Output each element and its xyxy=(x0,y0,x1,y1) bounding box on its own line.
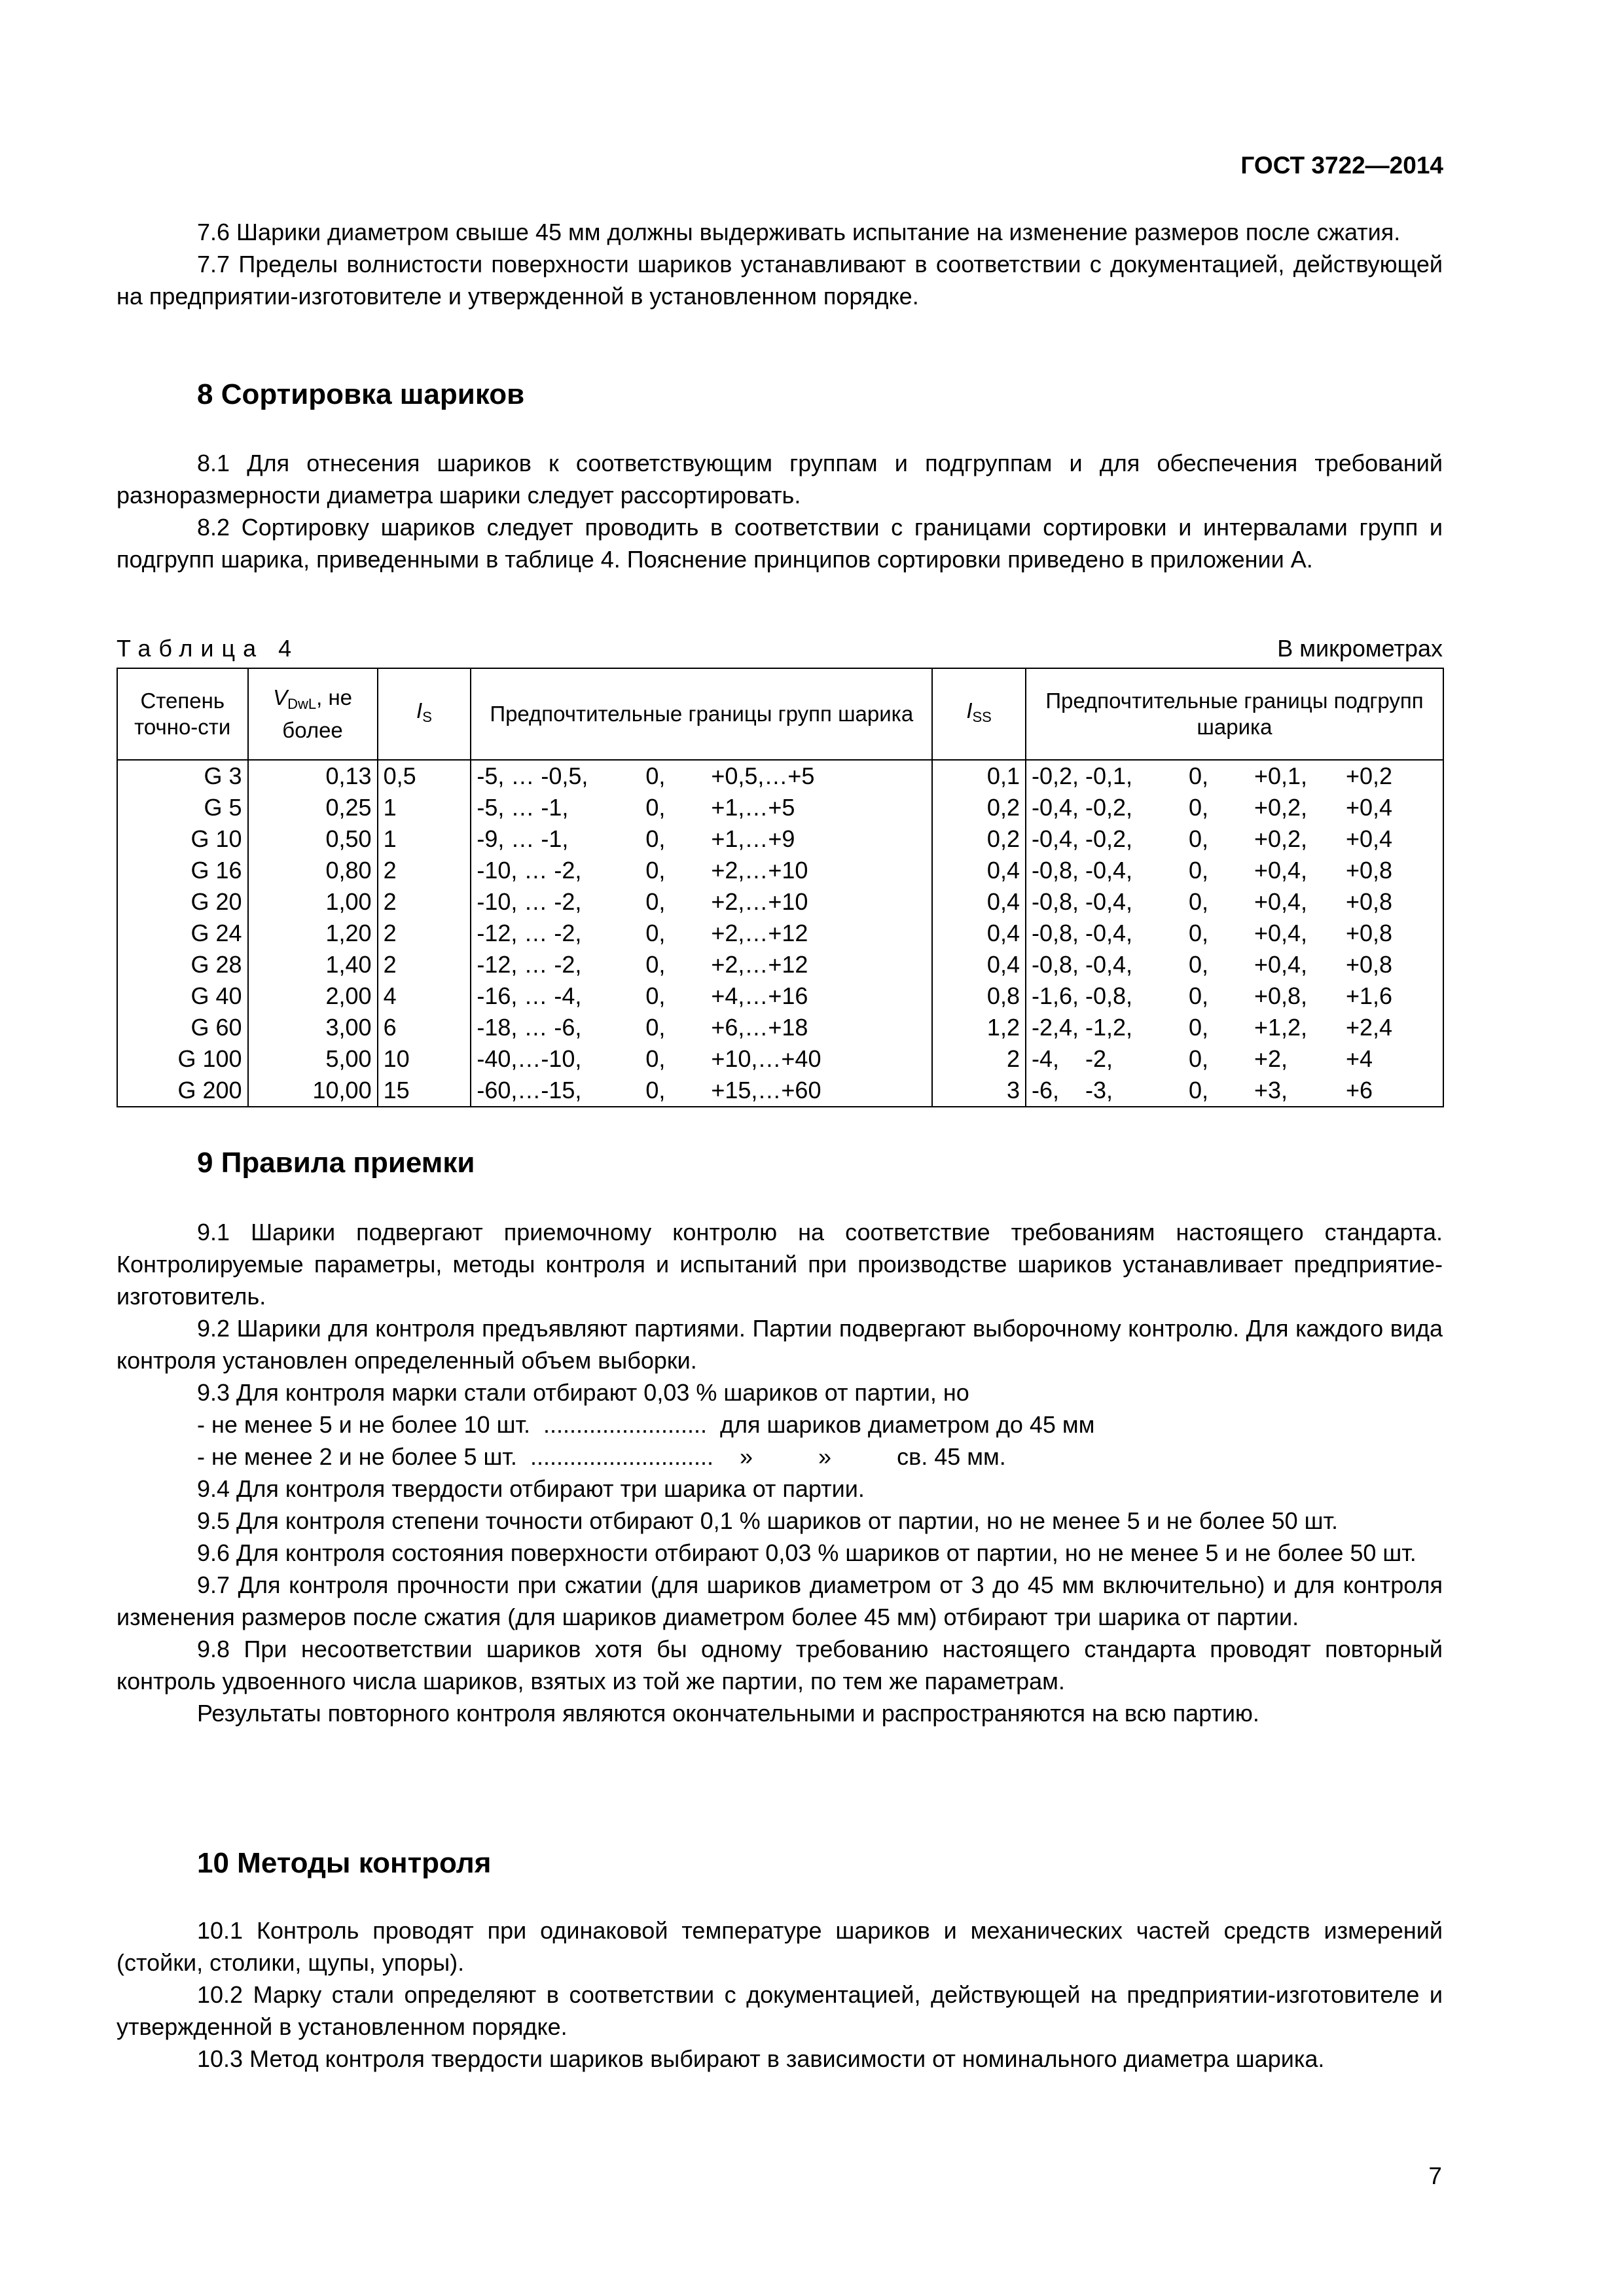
cell-iss: 0,4 xyxy=(932,918,1026,949)
cell-is: 1 xyxy=(378,823,471,855)
cell-grade: G 10 xyxy=(117,823,248,855)
table-row xyxy=(117,949,1443,980)
cell-groups xyxy=(471,1043,932,1075)
table-row xyxy=(117,823,1443,855)
sorting-table xyxy=(117,668,1444,1107)
subgroup-lower: -6, -3, xyxy=(1031,1077,1113,1103)
cell-iss: 0,4 xyxy=(932,855,1026,886)
subgroup-upper-2: +4 xyxy=(1345,1045,1373,1072)
group-zero: 0, xyxy=(645,762,666,789)
cell-grade: G 16 xyxy=(117,855,248,886)
cell-iss: 0,4 xyxy=(932,949,1026,980)
subgroup-lower: -0,8, -0,4, xyxy=(1031,888,1133,915)
cell-groups xyxy=(471,949,932,980)
group-lower: -18, … -6, xyxy=(477,1014,582,1041)
subgroup-lower: -0,8, -0,4, xyxy=(1031,857,1133,884)
group-lower: -16, … -4, xyxy=(477,982,582,1009)
subgroup-upper-2: +0,4 xyxy=(1345,825,1393,852)
section-9-text xyxy=(117,1216,1443,1729)
group-zero: 0, xyxy=(645,888,666,915)
cell-vdwl: 3,00 xyxy=(248,1012,378,1043)
cell-is: 2 xyxy=(378,855,471,886)
cell-iss: 0,2 xyxy=(932,792,1026,823)
cell-vdwl: 1,20 xyxy=(248,918,378,949)
cell-subgroups xyxy=(1026,855,1443,886)
paragraph-9-1: 9.1 Шарики подвергают приемочному контролю на соответствие требованиям настоящего стандарта. Контролируемые параметры, методы контроля и испытаний при производстве шариков устанавливает предприятие-изготовитель. xyxy=(117,1219,1443,1310)
cell-iss: 0,1 xyxy=(932,760,1026,792)
cell-vdwl: 1,40 xyxy=(248,949,378,980)
cell-is: 2 xyxy=(378,949,471,980)
cell-grade: G 28 xyxy=(117,949,248,980)
table-units: В микрометрах xyxy=(1277,635,1443,662)
cell-groups xyxy=(471,855,932,886)
subgroup-zero: 0, xyxy=(1188,794,1208,821)
subgroup-upper-1: +1,2, xyxy=(1254,1014,1308,1041)
group-upper: +4,…+16 xyxy=(711,982,808,1009)
subgroup-upper-2: +0,8 xyxy=(1345,951,1393,978)
group-upper: +15,…+60 xyxy=(711,1077,821,1103)
table-header-row xyxy=(117,668,1443,760)
subgroup-upper-1: +0,4, xyxy=(1254,920,1308,946)
paragraph-9-8-result: Результаты повторного контроля являются окончательными и распространяются на всю партию. xyxy=(197,1700,1259,1727)
group-upper: +6,…+18 xyxy=(711,1014,808,1041)
group-zero: 0, xyxy=(645,982,666,1009)
subgroup-zero: 0, xyxy=(1188,1077,1208,1103)
group-zero: 0, xyxy=(645,857,666,884)
cell-iss: 1,2 xyxy=(932,1012,1026,1043)
cell-grade: G 24 xyxy=(117,918,248,949)
cell-subgroups xyxy=(1026,949,1443,980)
cell-subgroups xyxy=(1026,1012,1443,1043)
cell-groups xyxy=(471,1012,932,1043)
paragraph-7-6: 7.6 Шарики диаметром свыше 45 мм должны выдерживать испытание на изменение размеров после сжатия. xyxy=(197,219,1401,245)
cell-vdwl: 2,00 xyxy=(248,980,378,1012)
cell-subgroups xyxy=(1026,1075,1443,1107)
paragraph-9-2: 9.2 Шарики для контроля предъявляют партиями. Партии подвергают выборочному контролю. Для каждого вида контроля установлен определенный объем выборки. xyxy=(117,1315,1443,1374)
table-caption-row xyxy=(117,635,1443,662)
group-zero: 0, xyxy=(645,825,666,852)
subgroup-zero: 0, xyxy=(1188,1014,1208,1041)
cell-is: 10 xyxy=(378,1043,471,1075)
group-zero: 0, xyxy=(645,951,666,978)
cell-subgroups xyxy=(1026,760,1443,792)
cell-vdwl: 5,00 xyxy=(248,1043,378,1075)
table-row xyxy=(117,1043,1443,1075)
paragraph-9-4: 9.4 Для контроля твердости отбирают три шарика от партии. xyxy=(197,1475,865,1502)
table-row xyxy=(117,918,1443,949)
header-grade: Степень точно-сти xyxy=(117,668,248,760)
subgroup-upper-2: +6 xyxy=(1345,1077,1373,1103)
cell-vdwl: 10,00 xyxy=(248,1075,378,1107)
group-lower: -5, … -0,5, xyxy=(477,762,588,789)
cell-groups xyxy=(471,823,932,855)
subgroup-upper-1: +0,2, xyxy=(1254,794,1308,821)
subgroup-zero: 0, xyxy=(1188,982,1208,1009)
table-row xyxy=(117,1012,1443,1043)
group-upper: +2,…+12 xyxy=(711,920,808,946)
cell-vdwl: 1,00 xyxy=(248,886,378,918)
cell-groups xyxy=(471,980,932,1012)
cell-is: 2 xyxy=(378,886,471,918)
cell-subgroups xyxy=(1026,1043,1443,1075)
paragraph-9-8: 9.8 При несоответствии шариков хотя бы одному требованию настоящего стандарта проводят повторный контроль удвоенного числа шариков, взятых из той же партии, по тем же параметрам. xyxy=(117,1636,1443,1695)
group-upper: +10,…+40 xyxy=(711,1045,821,1072)
table-row xyxy=(117,1075,1443,1107)
cell-grade: G 40 xyxy=(117,980,248,1012)
section-8-text xyxy=(117,447,1443,575)
subgroup-zero: 0, xyxy=(1188,1045,1208,1072)
group-lower: -10, … -2, xyxy=(477,857,582,884)
subgroup-lower: -0,4, -0,2, xyxy=(1031,794,1133,821)
group-upper: +2,…+10 xyxy=(711,857,808,884)
group-zero: 0, xyxy=(645,794,666,821)
subgroup-lower: -2,4, -1,2, xyxy=(1031,1014,1133,1041)
cell-groups xyxy=(471,792,932,823)
subgroup-lower: -0,8, -0,4, xyxy=(1031,920,1133,946)
cell-groups xyxy=(471,1075,932,1107)
group-lower: -10, … -2, xyxy=(477,888,582,915)
paragraph-9-7: 9.7 Для контроля прочности при сжатии (для шариков диаметром от 3 до 45 мм включительно) и для контроля изменения размеров после сжатия (для шариков диаметром более 45 мм) отбирают три шарика от партии. xyxy=(117,1571,1443,1630)
table-caption: Таблица 4 xyxy=(117,635,300,662)
header-groups: Предпочтительные границы групп шарика xyxy=(471,668,932,760)
section-8-heading: 8 Сортировка шариков xyxy=(197,378,525,410)
cell-is: 6 xyxy=(378,1012,471,1043)
group-lower: -12, … -2, xyxy=(477,951,582,978)
cell-groups xyxy=(471,886,932,918)
subgroup-upper-1: +0,2, xyxy=(1254,825,1308,852)
group-upper: +1,…+9 xyxy=(711,825,795,852)
subgroup-upper-2: +0,8 xyxy=(1345,857,1393,884)
group-upper: +2,…+10 xyxy=(711,888,808,915)
cell-grade: G 20 xyxy=(117,886,248,918)
cell-subgroups xyxy=(1026,886,1443,918)
cell-vdwl: 0,80 xyxy=(248,855,378,886)
section-10-text xyxy=(117,1914,1443,2075)
cell-is: 15 xyxy=(378,1075,471,1107)
header-is: $I_S$ xyxy=(378,668,471,760)
paragraph-8-1: 8.1 Для отнесения шариков к соответствующим группам и подгруппам и для обеспечения требований разноразмерности диаметра шарики следует рассортировать. xyxy=(117,450,1443,509)
subgroup-upper-2: +1,6 xyxy=(1345,982,1393,1009)
paragraph-9-5: 9.5 Для контроля степени точности отбирают 0,1 % шариков от партии, но не менее 5 и не более 50 шт. xyxy=(197,1507,1339,1534)
page-number: 7 xyxy=(1428,2162,1442,2189)
subgroup-upper-1: +0,8, xyxy=(1254,982,1308,1009)
section-10-heading: 10 Методы контроля xyxy=(197,1847,492,1879)
subgroup-zero: 0, xyxy=(1188,920,1208,946)
group-zero: 0, xyxy=(645,1077,666,1103)
paragraph-10-2: 10.2 Марку стали определяют в соответствии с документацией, действующей на предприятии-изготовителе и утвержденной в установленном порядке. xyxy=(117,1981,1443,2040)
section-7-text xyxy=(117,216,1443,312)
subgroup-upper-1: +0,1, xyxy=(1254,762,1308,789)
cell-vdwl: 0,13 xyxy=(248,760,378,792)
cell-subgroups xyxy=(1026,980,1443,1012)
paragraph-9-3-item-2: - не менее 2 и не более 5 шт. ............................ » » св. 45 мм. xyxy=(197,1443,1006,1470)
group-zero: 0, xyxy=(645,1014,666,1041)
subgroup-lower: -1,6, -0,8, xyxy=(1031,982,1133,1009)
subgroup-upper-1: +0,4, xyxy=(1254,857,1308,884)
group-lower: -12, … -2, xyxy=(477,920,582,946)
cell-iss: 0,2 xyxy=(932,823,1026,855)
group-upper: +2,…+12 xyxy=(711,951,808,978)
cell-vdwl: 0,50 xyxy=(248,823,378,855)
group-lower: -5, … -1, xyxy=(477,794,569,821)
subgroup-lower: -0,2, -0,1, xyxy=(1031,762,1133,789)
subgroup-upper-2: +0,8 xyxy=(1345,920,1393,946)
cell-groups xyxy=(471,918,932,949)
subgroup-upper-2: +0,8 xyxy=(1345,888,1393,915)
header-subgroups: Предпочтительные границы подгрупп шарика xyxy=(1026,668,1443,760)
cell-subgroups xyxy=(1026,792,1443,823)
paragraph-10-1: 10.1 Контроль проводят при одинаковой температуре шариков и механических частей средств измерений (стойки, столики, щупы, упоры). xyxy=(117,1917,1443,1976)
subgroup-upper-2: +0,2 xyxy=(1345,762,1393,789)
cell-iss: 0,8 xyxy=(932,980,1026,1012)
paragraph-9-6: 9.6 Для контроля состояния поверхности отбирают 0,03 % шариков от партии, но не менее 5 и не более 50 шт. xyxy=(197,1539,1416,1566)
subgroup-upper-1: +0,4, xyxy=(1254,951,1308,978)
group-zero: 0, xyxy=(645,920,666,946)
subgroup-lower: -0,8, -0,4, xyxy=(1031,951,1133,978)
table-row xyxy=(117,760,1443,792)
cell-iss: 2 xyxy=(932,1043,1026,1075)
subgroup-upper-1: +2, xyxy=(1254,1045,1288,1072)
cell-is: 4 xyxy=(378,980,471,1012)
group-lower: -9, … -1, xyxy=(477,825,569,852)
cell-is: 2 xyxy=(378,918,471,949)
cell-iss: 3 xyxy=(932,1075,1026,1107)
cell-groups xyxy=(471,760,932,792)
paragraph-7-7: 7.7 Пределы волнистости поверхности шариков устанавливают в соответствии с документацией, действующей на предприятии-изготовителе и утвержденной в установленном порядке. xyxy=(117,251,1443,310)
subgroup-zero: 0, xyxy=(1188,888,1208,915)
document-header: ГОСТ 3722—2014 xyxy=(1240,152,1443,179)
group-zero: 0, xyxy=(645,1045,666,1072)
cell-iss: 0,4 xyxy=(932,886,1026,918)
table-row xyxy=(117,980,1443,1012)
subgroup-lower: -0,4, -0,2, xyxy=(1031,825,1133,852)
paragraph-10-3: 10.3 Метод контроля твердости шариков выбирают в зависимости от номинального диаметра шарика. xyxy=(197,2045,1325,2072)
paragraph-9-3-item-1: - не менее 5 и не более 10 шт. ......................... для шариков диаметром до 45 мм xyxy=(197,1411,1095,1438)
group-lower: -60,…-15, xyxy=(477,1077,582,1103)
group-upper: +1,…+5 xyxy=(711,794,795,821)
cell-vdwl: 0,25 xyxy=(248,792,378,823)
header-vdwl: $V_{DwL}$, не более xyxy=(248,668,378,760)
subgroup-lower: -4, -2, xyxy=(1031,1045,1113,1072)
subgroup-zero: 0, xyxy=(1188,857,1208,884)
subgroup-upper-2: +0,4 xyxy=(1345,794,1393,821)
header-iss: $I_{SS}$ xyxy=(932,668,1026,760)
cell-is: 0,5 xyxy=(378,760,471,792)
paragraph-8-2: 8.2 Сортировку шариков следует проводить в соответствии с границами сортировки и интервалами групп и подгрупп шарика, приведенными в таблице 4. Пояснение принципов сортировки приведено в приложении А. xyxy=(117,514,1443,573)
cell-grade: G 200 xyxy=(117,1075,248,1107)
subgroup-zero: 0, xyxy=(1188,762,1208,789)
section-9-heading: 9 Правила приемки xyxy=(197,1147,475,1179)
subgroup-upper-1: +0,4, xyxy=(1254,888,1308,915)
cell-grade: G 100 xyxy=(117,1043,248,1075)
subgroup-zero: 0, xyxy=(1188,825,1208,852)
group-upper: +0,5,…+5 xyxy=(711,762,815,789)
cell-grade: G 60 xyxy=(117,1012,248,1043)
paragraph-9-3: 9.3 Для контроля марки стали отбирают 0,03 % шариков от партии, но xyxy=(197,1379,969,1406)
cell-is: 1 xyxy=(378,792,471,823)
table-row xyxy=(117,886,1443,918)
subgroup-upper-1: +3, xyxy=(1254,1077,1288,1103)
table-row xyxy=(117,855,1443,886)
group-lower: -40,…-10, xyxy=(477,1045,582,1072)
cell-subgroups xyxy=(1026,823,1443,855)
cell-grade: G 3 xyxy=(117,760,248,792)
subgroup-zero: 0, xyxy=(1188,951,1208,978)
subgroup-upper-2: +2,4 xyxy=(1345,1014,1393,1041)
cell-grade: G 5 xyxy=(117,792,248,823)
cell-subgroups xyxy=(1026,918,1443,949)
table-row xyxy=(117,792,1443,823)
